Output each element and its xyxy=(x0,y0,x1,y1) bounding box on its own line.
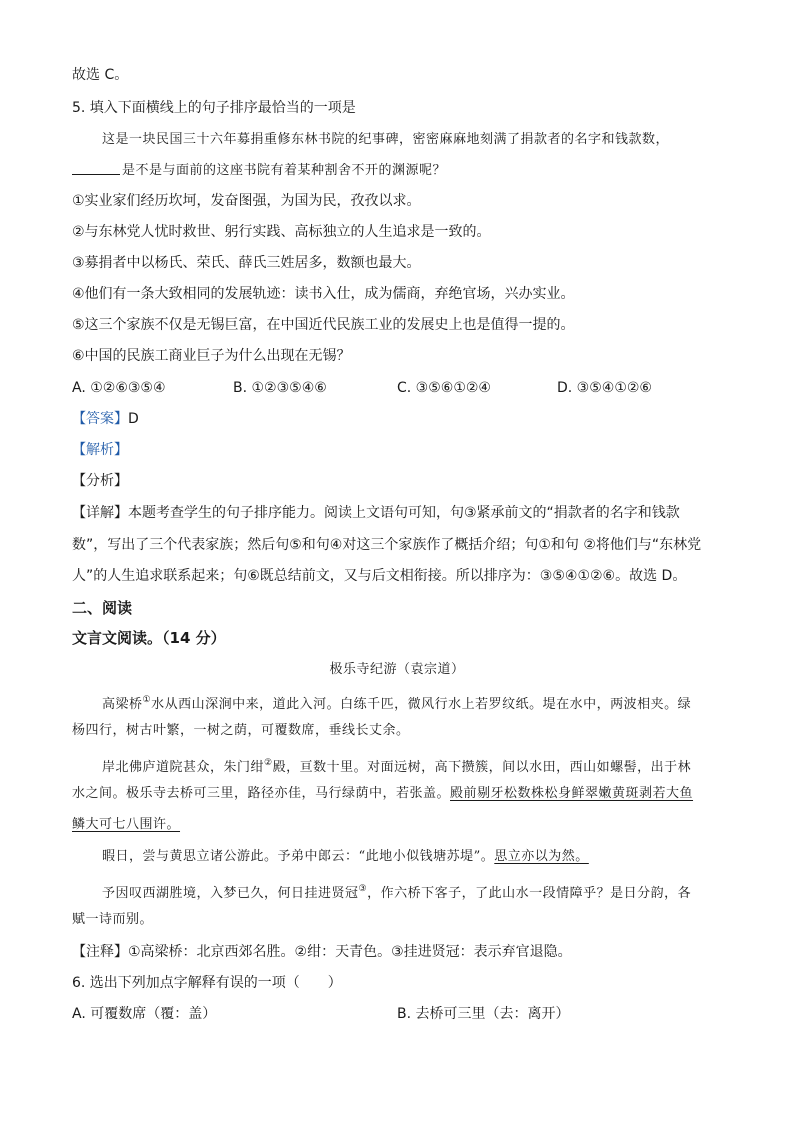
essay-p2-text-a: 岸北佛庐道院甚众，朱门绀 xyxy=(102,760,265,775)
fill-in-blank xyxy=(72,160,120,175)
q5-option-d: D. ③⑤④①②⑥ xyxy=(557,380,652,396)
previous-answer-line: 故选 C。 xyxy=(72,67,129,83)
detail-line-1 xyxy=(72,503,734,523)
detail-tag: 【详解】 xyxy=(72,505,128,521)
essay-p4-text-a: 予因叹西湖胜境，入梦已久，何日挂进贤冠 xyxy=(102,886,359,901)
essay-p2-text-b: 殿，亘数十里。对面远树，高下攒簇，间以水田，西山如螺髻，出于林 xyxy=(272,760,692,775)
q5-option-b: B. ①②③⑤④⑥ xyxy=(233,380,327,396)
detail-line-3: 人”的人生追求联系起来；句⑥既总结前文，又与后文相衔接。所以排序为：③⑤④①②⑥。故选 D。 xyxy=(72,568,687,584)
fenxi-tag: 【分析】 xyxy=(72,473,128,489)
q5-item-6: ⑥中国的民族工商业巨子为什么出现在无锡？ xyxy=(72,348,351,364)
essay-p4-line-1 xyxy=(102,879,734,904)
q5-item-2: ②与东林党人忧时救世、躬行实践、高标独立的人生追求是一致的。 xyxy=(72,224,491,240)
question-5-stem: 5. 填入下面横线上的句子排序最恰当的一项是 xyxy=(72,100,356,116)
essay-p2-line-1 xyxy=(102,753,734,778)
essay-p3-line-1 xyxy=(102,847,734,867)
question-6-stem: 6. 选出下列加点字解释有误的一项（ ） xyxy=(72,975,342,991)
essay-p2-line-3 xyxy=(72,815,734,835)
underlined-sentence-1a: 殿前剔牙松数株松身鲜翠嫩黄斑剥若大鱼 xyxy=(450,786,694,801)
essay-p1-text-b: 水从西山深涧中来，道此入河。白练千匹，微风行水上若罗纹纸。堤在水中，两波相夹。绿 xyxy=(151,697,692,712)
detail-text-1: 本题考查学生的句子排序能力。阅读上文语句可知，句③紧承前文的“捐款者的名字和钱款 xyxy=(128,505,680,521)
essay-p1-text-a: 高梁桥 xyxy=(102,697,143,712)
section-2-heading: 二、阅读 xyxy=(72,599,133,617)
q5-answer-line xyxy=(72,409,734,429)
q6-option-b: B. 去桥可三里（去：离开） xyxy=(397,1006,570,1022)
underlined-sentence-1b: 鳞大可七八围许。 xyxy=(72,817,181,832)
q5-passage-line-2 xyxy=(72,160,734,181)
essay-p4-text-b: ，作六桥下客子，了此山水一段情障乎？是日分韵，各 xyxy=(367,886,692,901)
note-marker-1: ① xyxy=(142,695,152,705)
answer-value: D xyxy=(128,411,139,427)
q5-item-3: ③募捐者中以杨氏、荣氏、薛氏三姓居多，数额也最大。 xyxy=(72,255,421,271)
q5-item-1: ①实业家们经历坎坷，发奋图强，为国为民，孜孜以求。 xyxy=(72,193,421,209)
q5-option-c: C. ③⑤⑥①②④ xyxy=(397,380,491,396)
q5-passage-tail: 是不是与面前的这座书院有着某种割舍不开的渊源呢？ xyxy=(122,163,447,178)
classical-reading-heading: 文言文阅读。（14 分） xyxy=(72,629,226,647)
q5-item-5: ⑤这三个家族不仅是无锡巨富，在中国近代民族工业的发展史上也是值得一提的。 xyxy=(72,317,575,333)
detail-line-2: 数”，写出了三个代表家族；然后句⑤和句④对这三个家族作了概括介绍；句①和句 ②将他们与“东林党 xyxy=(72,537,702,553)
essay-p1-line-2: 杨四行，树古叶繁，一树之荫，可覆数席，垂线长丈余。 xyxy=(72,723,410,738)
analysis-tag: 【解析】 xyxy=(72,442,128,458)
note-marker-2: ② xyxy=(264,758,273,768)
note-marker-3: ③ xyxy=(358,884,368,894)
essay-p4-line-2: 赋一诗而别。 xyxy=(72,912,154,927)
essay-p3-text-a: 暇日，尝与黄思立诸公游此。予弟中郎云：“此地小似钱塘苏堤”。 xyxy=(102,849,495,864)
q5-passage-line-1: 这是一块民国三十六年募捐重修东林书院的纪事碑，密密麻麻地刻满了捐款者的名字和钱款数， xyxy=(102,132,670,147)
answer-tag: 【答案】 xyxy=(72,411,128,427)
essay-p1-line-1 xyxy=(102,690,734,715)
essay-title: 极乐寺纪游（袁宗道） xyxy=(329,662,465,677)
q6-option-a: A. 可覆数席（覆：盖） xyxy=(72,1006,217,1022)
underlined-sentence-2: 思立亦以为然。 xyxy=(494,849,589,864)
essay-p2-text-c: 水之间。极乐寺去桥可三里，路径亦佳，马行绿荫中，若张盖。 xyxy=(72,786,451,801)
q5-item-4: ④他们有一条大致相同的发展轨迹：读书入仕，成为儒商，弃绝官场，兴办实业。 xyxy=(72,286,575,302)
q5-option-a: A. ①②⑥③⑤④ xyxy=(72,380,166,396)
essay-p2-line-2 xyxy=(72,784,734,804)
notes-line: 【注释】①高梁桥：北京西郊名胜。②绀：天青色。③挂进贤冠：表示弃官退隐。 xyxy=(72,944,572,960)
